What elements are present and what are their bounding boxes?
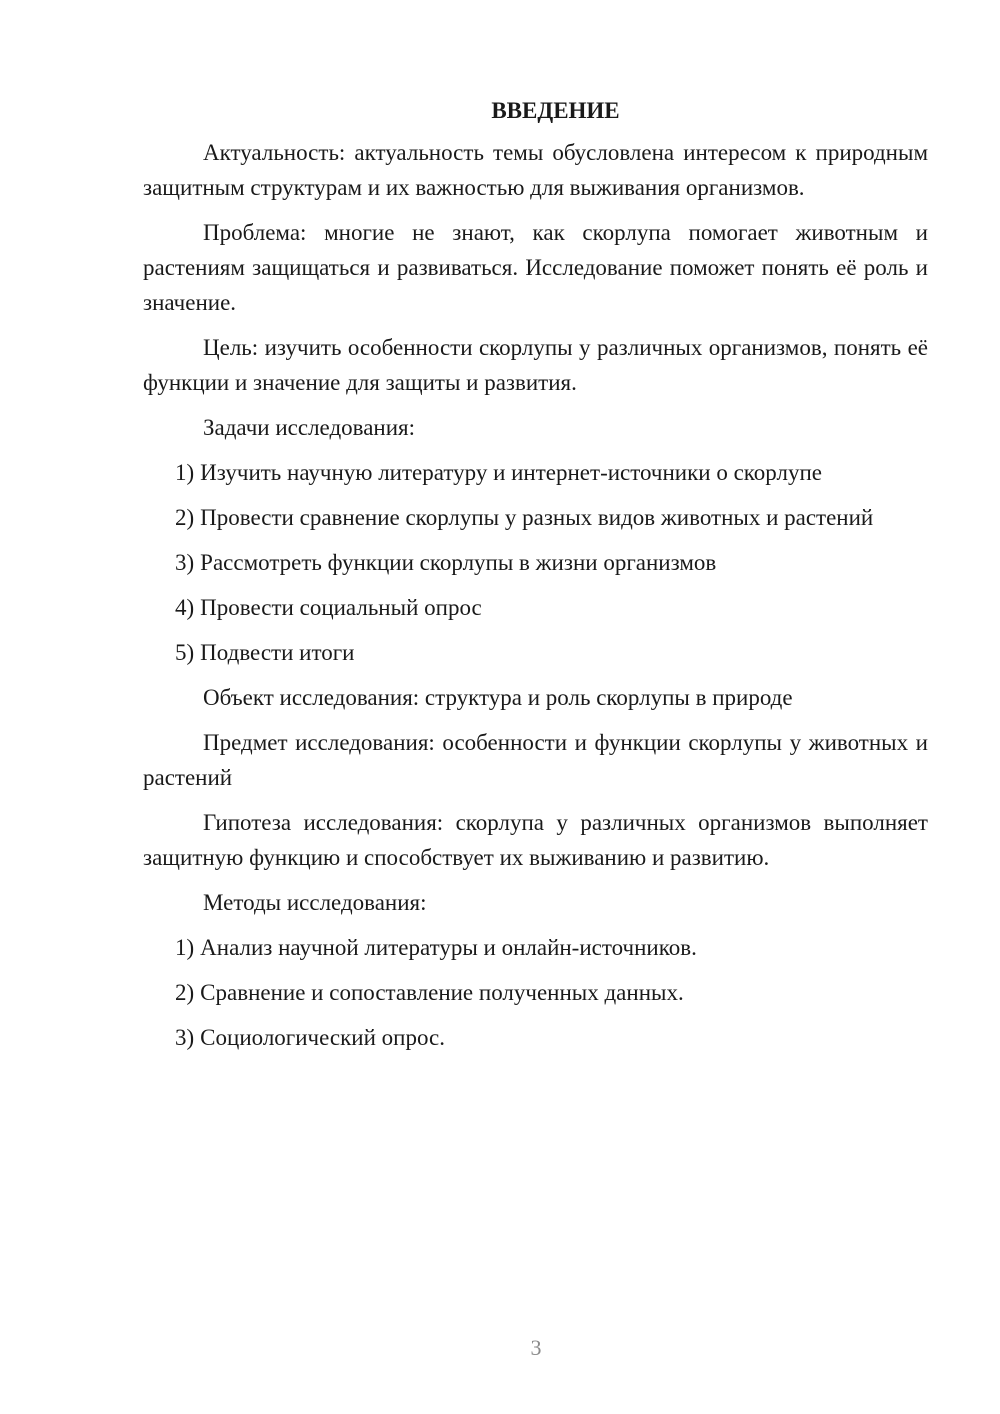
page-number: 3 bbox=[530, 1335, 542, 1360]
task-item bbox=[143, 545, 928, 580]
method-item bbox=[143, 930, 928, 965]
list-item-text: Провести социальный опрос bbox=[200, 595, 482, 620]
relevance-paragraph: Актуальность: актуальность темы обусловлена интересом к природным защитным структурам и их важностью для выживания организмов. bbox=[143, 140, 928, 200]
method-item bbox=[143, 1020, 928, 1055]
list-item-text: Подвести итоги bbox=[200, 640, 355, 665]
tasks-list bbox=[143, 455, 928, 670]
list-item-number: 3) bbox=[175, 1025, 195, 1050]
list-item-number: 1) bbox=[175, 460, 195, 485]
list-item-number: 5) bbox=[175, 640, 195, 665]
list-item-text: Рассмотреть функции скорлупы в жизни организмов bbox=[200, 550, 717, 575]
page-title: ВВЕДЕНИЕ bbox=[491, 98, 620, 123]
methods-list bbox=[143, 930, 928, 1055]
list-item-number: 1) bbox=[175, 935, 195, 960]
tasks-heading: Задачи исследования: bbox=[203, 415, 416, 440]
list-item-number: 2) bbox=[175, 980, 195, 1005]
method-item bbox=[143, 975, 928, 1010]
list-item-text: Анализ научной литературы и онлайн-источников. bbox=[200, 935, 697, 960]
page-content bbox=[143, 95, 928, 1065]
problem-paragraph: Проблема: многие не знают, как скорлупа помогает животным и растениям защищаться и развиваться. Исследование поможет понять её роль и значение. bbox=[143, 220, 928, 315]
methods-heading: Методы исследования: bbox=[203, 890, 427, 915]
list-item-number: 3) bbox=[175, 550, 195, 575]
list-item-text: Сравнение и сопоставление полученных данных. bbox=[200, 980, 684, 1005]
object-paragraph: Объект исследования: структура и роль скорлупы в природе bbox=[203, 685, 793, 710]
task-item bbox=[143, 635, 928, 670]
subject-paragraph: Предмет исследования: особенности и функции скорлупы у животных и растений bbox=[143, 730, 928, 790]
list-item-text: Социологический опрос. bbox=[200, 1025, 445, 1050]
hypothesis-paragraph: Гипотеза исследования: скорлупа у различных организмов выполняет защитную функцию и способствует их выживанию и развитию. bbox=[143, 810, 928, 870]
task-item bbox=[143, 455, 928, 490]
task-item bbox=[143, 500, 928, 535]
list-item-number: 2) bbox=[175, 505, 195, 530]
list-item-number: 4) bbox=[175, 595, 195, 620]
task-item bbox=[143, 590, 928, 625]
list-item-text: Изучить научную литературу и интернет-источники о скорлупе bbox=[200, 460, 822, 485]
goal-paragraph: Цель: изучить особенности скорлупы у различных организмов, понять её функции и значение для защиты и развития. bbox=[143, 335, 928, 395]
list-item-text: Провести сравнение скорлупы у разных видов животных и растений bbox=[200, 505, 874, 530]
